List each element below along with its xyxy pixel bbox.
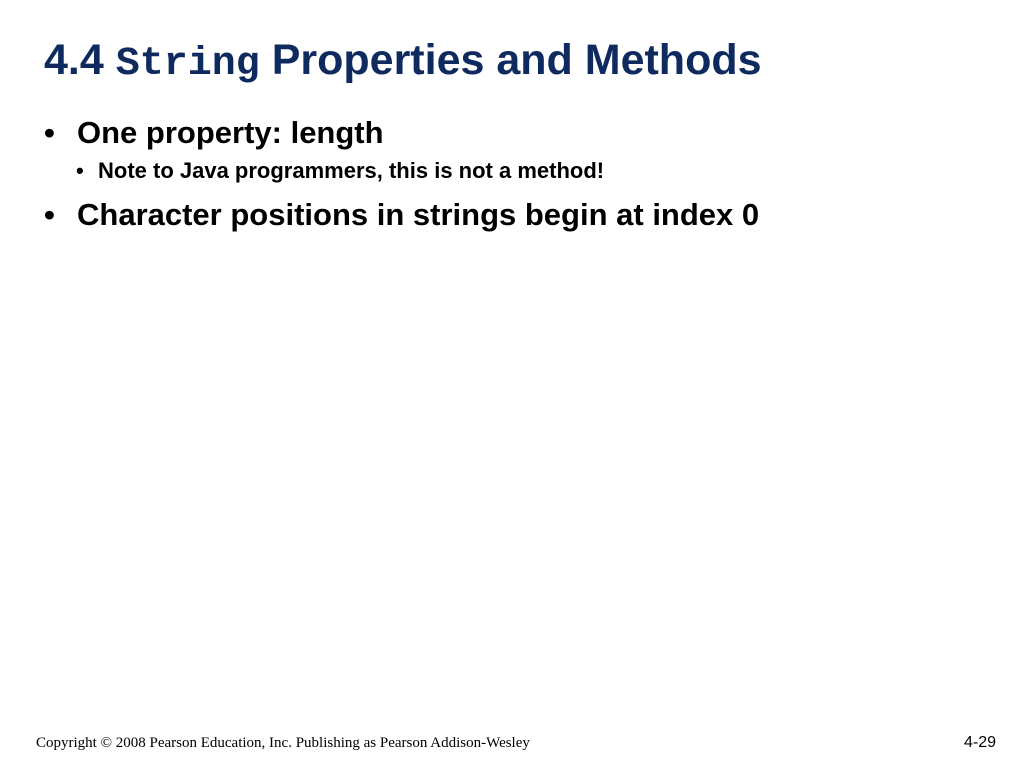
bullet-text: One property: length [77,115,384,150]
sub-bullet-text: Note to Java programmers, this is not a method! [98,158,605,183]
bullet-item [44,194,759,236]
slide-title [44,32,762,93]
title-section-number: 4.4 [44,36,116,84]
sub-bullet-item [54,156,759,186]
sub-bullet-group [44,156,759,186]
bullet-icon: • [44,115,55,150]
sub-bullet-list [44,156,759,186]
page-number: 4-29 [963,734,996,751]
footer-copyright: Copyright © 2008 Pearson Education, Inc. Publishing as Pearson Addison-Wesley [36,735,530,751]
title-code-term: String [115,42,260,87]
bullet-icon: • [76,158,84,183]
bullet-list [44,112,759,236]
bullet-item [44,112,759,154]
bullet-text: Character positions in strings begin at index 0 [77,197,760,232]
title-text: Properties and Methods [259,36,762,84]
bullet-icon: • [44,197,55,232]
